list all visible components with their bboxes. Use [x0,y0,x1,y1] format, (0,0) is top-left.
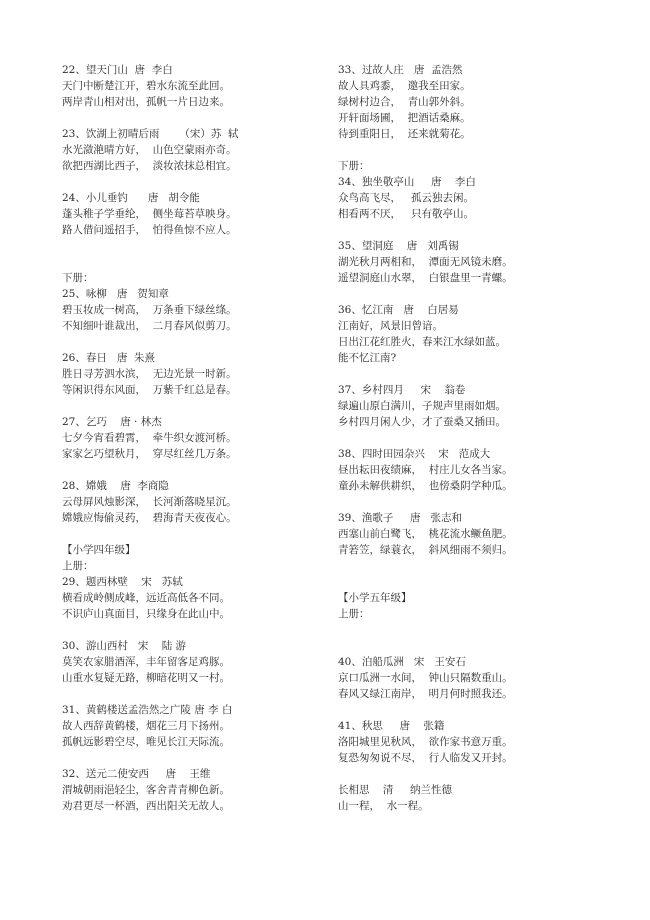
poem-title-line: 38、四时田园杂兴 宋 范成大 [338,448,491,460]
poem-title-line [62,254,332,270]
poem-line: 嫦娥应悔偷灵药， 碧海青天夜夜心。 [62,512,237,524]
poem-block [338,638,608,702]
poem-title-line: 下册： [338,160,370,172]
poem-title-line: 31、黄鹤楼送孟浩然之广陵 唐 李 白 [62,704,233,716]
poem-line: 碧玉妆成一树高， 万条垂下绿丝绦。 [62,304,237,316]
block-spacer [62,750,332,766]
poem-block [62,414,332,462]
block-spacer [338,622,608,638]
poem-line: 绿树村边合， 青山郭外斜。 [338,96,471,108]
poem-line: 欲把西湖比西子， 淡妆浓抹总相宜。 [62,160,237,172]
poem-block [338,510,608,558]
poem-line: 不识庐山真面目，只缘身在此山中。 [62,608,230,620]
poem-block [62,350,332,398]
poem-block [62,638,332,686]
poem-line: 横看成岭侧成峰，远近高低各不同。 [62,592,230,604]
poem-line: 下册： [62,272,94,284]
poem-line: 江南好，风景旧曾谙。 [338,320,443,332]
poem-title-line: 30、游山西村 宋 陆 游 [62,640,187,652]
poem-block [338,446,608,494]
poem-block [62,126,332,174]
poem-line: 开轩面场圃， 把酒话桑麻。 [338,112,471,124]
block-spacer [62,398,332,414]
poem-title-line: 【小学四年级】 [62,544,136,556]
poem-line: 众鸟高飞尽， 孤云独去闲。 [338,192,475,204]
poem-title-line: 39、渔歌子 唐 张志和 [338,512,463,524]
poem-block [338,62,608,142]
poem-line: 40、泊船瓜洲 宋 王安石 [338,656,466,668]
right-column [338,62,608,814]
poem-block [338,718,608,766]
block-spacer [62,686,332,702]
poem-line: 待到重阳日， 还来就菊花。 [338,128,471,140]
poem-line: 昼出耘田夜绩麻， 村庄儿女各当家。 [338,464,513,476]
poem-line: 34、独坐敬亭山 唐 李白 [338,176,476,188]
poem-block [338,238,608,286]
poem-title-line: 41、秋思 唐 张籍 [338,720,445,732]
poem-title-line: 37、乡村四月 宋 翁卷 [338,384,466,396]
poem-title-line: 27、乞巧 唐 · 林杰 [62,416,162,428]
poem-line: 胜日寻芳泗水滨， 无边光景一时新。 [62,368,237,380]
poem-line: 25、咏柳 唐 贺知章 [62,288,169,300]
block-spacer [62,334,332,350]
poem-line: 山重水复疑无路，柳暗花明又一村。 [62,672,230,684]
block-spacer [338,366,608,382]
block-spacer [338,142,608,158]
poem-line: 天门中断楚江开，碧水东流至此回。 [62,80,230,92]
poem-line: 乡村四月闲人少，才了蚕桑又插田。 [338,416,506,428]
poem-line: 山一程， 水一程。 [338,800,429,812]
block-spacer [62,622,332,638]
poem-block [62,766,332,814]
poem-line: 童孙未解供耕织， 也傍桑阴学种瓜。 [338,480,513,492]
block-spacer [338,702,608,718]
poem-line: 七夕今宵看碧霄， 牵牛织女渡河桥。 [62,432,237,444]
poem-block [338,382,608,430]
poem-line: 相看两不厌， 只有敬亭山。 [338,208,475,220]
poem-line: 上册： [62,560,94,572]
poem-line: 京口瓜洲一水间， 钟山只隔数重山。 [338,672,513,684]
poem-line: 西塞山前白鹭飞， 桃花流水鳜鱼肥。 [338,528,513,540]
block-spacer [338,766,608,782]
poem-line: 蓬头稚子学垂纶， 侧坐莓苔草映身。 [62,208,237,220]
block-spacer [62,238,332,254]
block-spacer [62,110,332,126]
poem-title-line: 22、望天门山 唐 李白 [62,64,173,76]
poem-line: 路人借问遥招手， 怕得鱼惊不应人。 [62,224,237,236]
poem-title-line: 23、饮湖上初晴后雨 （宋）苏 轼 [62,128,239,140]
poem-title-line [338,574,608,590]
poem-block [62,542,332,622]
left-column [62,62,332,814]
poem-title-line: 32、送元二使安西 唐 王维 [62,768,211,780]
poem-block [62,62,332,110]
poem-line: 遥望洞庭山水翠， 白银盘里一青螺。 [338,272,513,284]
poem-line: 水光潋滟晴方好， 山色空蒙雨亦奇。 [62,144,237,156]
poem-line: 孤帆远影碧空尽，唯见长江天际流。 [62,736,230,748]
poem-line: 故人西辞黄鹤楼，烟花三月下扬州。 [62,720,230,732]
poem-block [62,702,332,750]
block-spacer [62,526,332,542]
poem-line: 青箬笠，绿蓑衣， 斜风细雨不须归。 [338,544,513,556]
poem-title-line: 35、望洞庭 唐 刘禹锡 [338,240,459,252]
poem-line: 复恐匆匆说不尽， 行人临发又开封。 [338,752,513,764]
poem-line: 上册： [338,608,370,620]
poem-line: 故人具鸡黍， 邀我至田家。 [338,80,471,92]
poem-block [338,782,608,814]
poem-title-line: 36、忆江南 唐 白居易 [338,304,459,316]
block-spacer [338,222,608,238]
block-spacer [62,462,332,478]
poem-block [62,190,332,238]
poem-line: 家家乞巧望秋月， 穿尽红丝几万条。 [62,448,237,460]
block-spacer [338,558,608,574]
poem-line: 等闲识得东风面， 万紫千红总是春。 [62,384,237,396]
poem-line: 绿遍山原白满川，子规声里雨如烟。 [338,400,506,412]
poem-line: 渭城朝雨浥轻尘，客舍青青柳色新。 [62,784,230,796]
poem-block [338,158,608,222]
poem-block [338,302,608,366]
poem-line: 两岸青山相对出，孤帆一片日边来。 [62,96,230,108]
poem-line: 【小学五年级】 [338,592,412,604]
poem-title-line: 长相思 清 纳兰性德 [338,784,453,796]
block-spacer [338,430,608,446]
poem-block [62,254,332,334]
poem-title-line: 24、小儿垂钓 唐 胡令能 [62,192,200,204]
poem-line: 云母屏风烛影深， 长河渐落晓星沉。 [62,496,237,508]
poem-title-line [338,638,608,654]
poem-title-line: 28、嫦娥 唐 李商隐 [62,480,169,492]
poem-line: 劝君更尽一杯酒，西出阳关无故人。 [62,800,230,812]
poem-line: 29、题西林壁 宋 苏轼 [62,576,183,588]
poem-line: 不知细叶谁裁出， 二月春风似剪刀。 [62,320,237,332]
poem-line: 莫笑农家腊酒浑，丰年留客足鸡豚。 [62,656,230,668]
poem-title-line: 26、春日 唐 朱熹 [62,352,156,364]
poem-line: 日出江花红胜火，春来江水绿如蓝。 [338,336,506,348]
poem-line: 洛阳城里见秋风， 欲作家书意万重。 [338,736,513,748]
poem-line: 能不忆江南? [338,352,397,364]
poem-title-line: 33、过故人庄 唐 孟浩然 [338,64,463,76]
block-spacer [338,286,608,302]
poem-block [338,574,608,622]
poem-line: 湖光秋月两相和， 潭面无风镜未磨。 [338,256,513,268]
poem-block [62,478,332,526]
block-spacer [62,174,332,190]
block-spacer [338,494,608,510]
poem-line: 春风又绿江南岸， 明月何时照我还。 [338,688,513,700]
